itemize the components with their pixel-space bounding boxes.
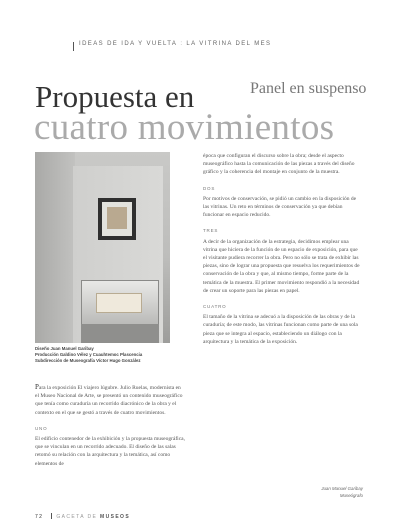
section-header (79, 41, 271, 47)
displayed-document (96, 293, 142, 313)
section-separator: : (180, 41, 184, 47)
section-label-cuatro: CUATRO (203, 304, 227, 310)
section-name-b: LA VITRINA DEL MES (186, 41, 272, 47)
gallery-photo (35, 152, 170, 343)
magazine-name-a: GACETA DE (56, 514, 101, 520)
footer-divider (51, 513, 52, 519)
article-subtitle: Panel en suspenso (250, 80, 367, 97)
article-title-line1: Propuesta en (35, 79, 195, 114)
paragraph-dos: Por motivos de conservación, se pidió un cambio en la disposición de las vitrinas. Un reto en términos de conservación ya que debían funcionar en espacio reducido. (203, 195, 357, 219)
section-label-dos: DOS (203, 185, 216, 191)
caption-line: Producción Galdino Vélez y Cuauhtemoc Plascencia (35, 352, 143, 358)
caption-line: Subdirección de Museografía Víctor Hugo González (35, 358, 141, 364)
intro-text: ara la exposición El viajero lúgubre. Julio Ruelas, modernista en el Museo Nacional de Arte, se presentó un contenido museográfico que tenía como curaduría un recorrido diacrónico de la obra y el contexto en el que se gestó a través de cuatro movimientos. (35, 385, 183, 416)
article-title-line2: cuatro movimientos (34, 107, 335, 148)
intro-dropcap: P (35, 383, 39, 391)
section-label-tres: TRES (203, 228, 219, 234)
author-signature (305, 485, 363, 499)
display-case (81, 280, 159, 328)
paragraph-continued: época que configuran el discurso sobre la obra; desde el aspecto museográfico hasta la comunicación de las piezas a través del diseño gráfico y la coherencia del montaje en conjunto de la muestra. (203, 153, 355, 176)
section-label-uno: UNO (35, 425, 48, 431)
intro-paragraph (35, 383, 185, 417)
left-column (35, 383, 185, 476)
paragraph-uno: El edificio contenedor de la exhibición y la propuesta museográfica, que se vinculan en un recorrido adecuado. El diseño de las salas retomó su relación con la arquitectura y la temática, así como elementos de (35, 436, 185, 467)
framed-artwork (98, 198, 136, 240)
paragraph-cuatro: El tamaño de la vitrina se adecuó a la disposición de las obras y de la curaduría; de este modo, las vitrinas funcionan como parte de una sola pieza que se integra al espacio, estableciendo un diálogo con la arquitectura y la temática de la exposición. (203, 314, 358, 345)
display-case-base (81, 324, 159, 343)
magazine-name-b: MUSEOS (100, 514, 131, 520)
section-name-a: IDEAS DE IDA Y VUELTA (79, 41, 178, 47)
photo-side-wall (35, 152, 75, 343)
photo-caption (35, 346, 185, 365)
author-name: Juan Manuel Garibay (321, 486, 363, 491)
page-footer (35, 513, 130, 520)
author-role: Museógrafo (339, 493, 363, 498)
right-column (203, 152, 363, 354)
caption-line: Diseño Juan Manuel Garibay (35, 346, 94, 351)
page-number: 72 (35, 514, 44, 520)
header-rule (73, 42, 74, 51)
paragraph-tres: A decir de la organización de la estrategia, decidimos emplear una vitrina que hiciera de la función de un espacio de exposición, para que el visitante pudiera recorrer la obra. Pero no sólo se trata de exhibir las piezas, sino de lograr una propuesta que resuelva los requerimientos de conservación de la obra y que, al mismo tiempo, forme parte de la temática de la muestra. El primer movimiento respondió a la necesidad de crear un soporte para las piezas en papel. (203, 238, 360, 294)
magazine-name (56, 514, 130, 520)
